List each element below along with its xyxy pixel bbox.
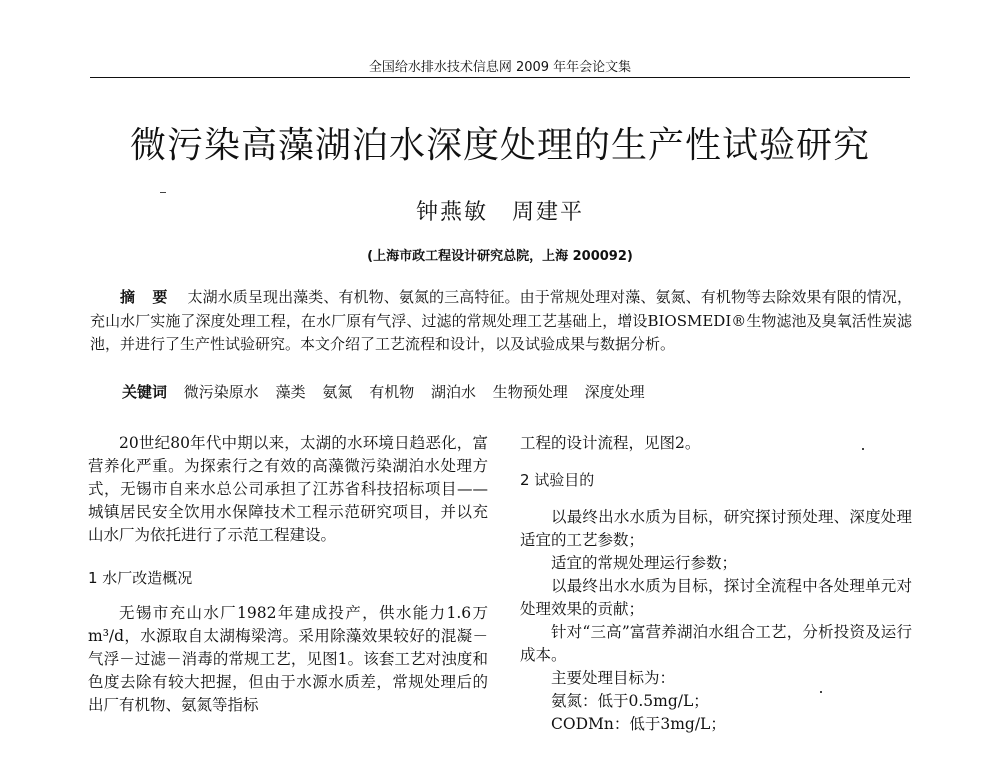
keyword: 微污染原水: [183, 383, 259, 401]
keyword: 有机物: [369, 383, 415, 401]
objective-paragraph: 以最终出水水质为目标，探讨全流程中各处理单元对处理效果的贡献；: [520, 577, 912, 618]
objective-paragraph: 适宜的常规处理运行参数；: [551, 554, 738, 572]
affiliation: (上海市政工程设计研究总院，上海 200092): [367, 249, 633, 264]
objective-paragraph: 针对“三高”富营养湖泊水组合工艺，分析投资及运行成本。: [520, 623, 912, 664]
target-item: 氨氮：低于0.5mg/L；: [551, 692, 709, 710]
design-flow-paragraph: 工程的设计流程，见图2。: [520, 434, 701, 452]
scan-speck: [862, 448, 864, 450]
abstract-label: 摘 要: [120, 288, 174, 306]
abstract-text: 太湖水质呈现出藻类、有机物、氨氮的三高特征。由于常规处理对藻、氨氮、有机物等去除效果有限的情况，充山水厂实施了深度处理工程，在水厂原有气浮、过滤的常规处理工艺基础上，增设BIOSMEDI®生物滤池及臭氧活性炭滤池，并进行了生产性试验研究。本文介绍了工艺流程和设计，以及试验成果与数据分析。: [90, 288, 912, 353]
running-header: 全国给水排水技术信息网 2009 年年会论文集: [368, 60, 632, 75]
abstract: [90, 286, 912, 357]
keyword: 氨氮: [322, 383, 353, 401]
scan-speck: [820, 691, 822, 693]
keywords: [122, 381, 912, 402]
targets-intro: 主要处理目标为：: [551, 669, 676, 687]
section1-paragraph: 无锡市充山水厂1982年建成投产，供水能力1.6万m³/d，水源取自太湖梅梁湾。采用除藻效果较好的混凝－气浮－过滤－消毒的常规工艺，见图1。该套工艺对浊度和色度去除有较大把握，但由于水源水质差，常规处理后的出厂有机物、氨氮等指标: [88, 604, 488, 714]
scan-speck: [160, 192, 166, 193]
keyword: 深度处理: [584, 383, 645, 401]
keywords-label: 关键词: [122, 383, 168, 401]
body-right-column: [520, 432, 912, 736]
keyword: 藻类: [275, 383, 306, 401]
section-heading-1: 1 水厂改造概况: [88, 569, 193, 587]
intro-paragraph: 20世纪80年代中期以来，太湖的水环境日趋恶化，富营养化严重。为探索行之有效的高藻微污染湖泊水处理方式，无锡市自来水总公司承担了江苏省科技招标项目——城镇居民安全饮用水保障技术工程示范研究项目，并以充山水厂为依托进行了示范工程建设。: [88, 434, 488, 544]
authors: 钟燕敏 周建平: [415, 200, 584, 225]
body-left-column: [88, 432, 488, 717]
header-rule: [90, 77, 910, 78]
paper-title: 微污染高藻湖泊水深度处理的生产性试验研究: [129, 125, 870, 166]
target-item: CODMn：低于3mg/L；: [551, 715, 726, 733]
keyword: 湖泊水: [430, 383, 476, 401]
keyword: 生物预处理: [492, 383, 568, 401]
section-heading-2: 2 试验目的: [520, 471, 595, 489]
objective-paragraph: 以最终出水水质为目标，研究探讨预处理、深度处理适宜的工艺参数；: [520, 508, 912, 549]
